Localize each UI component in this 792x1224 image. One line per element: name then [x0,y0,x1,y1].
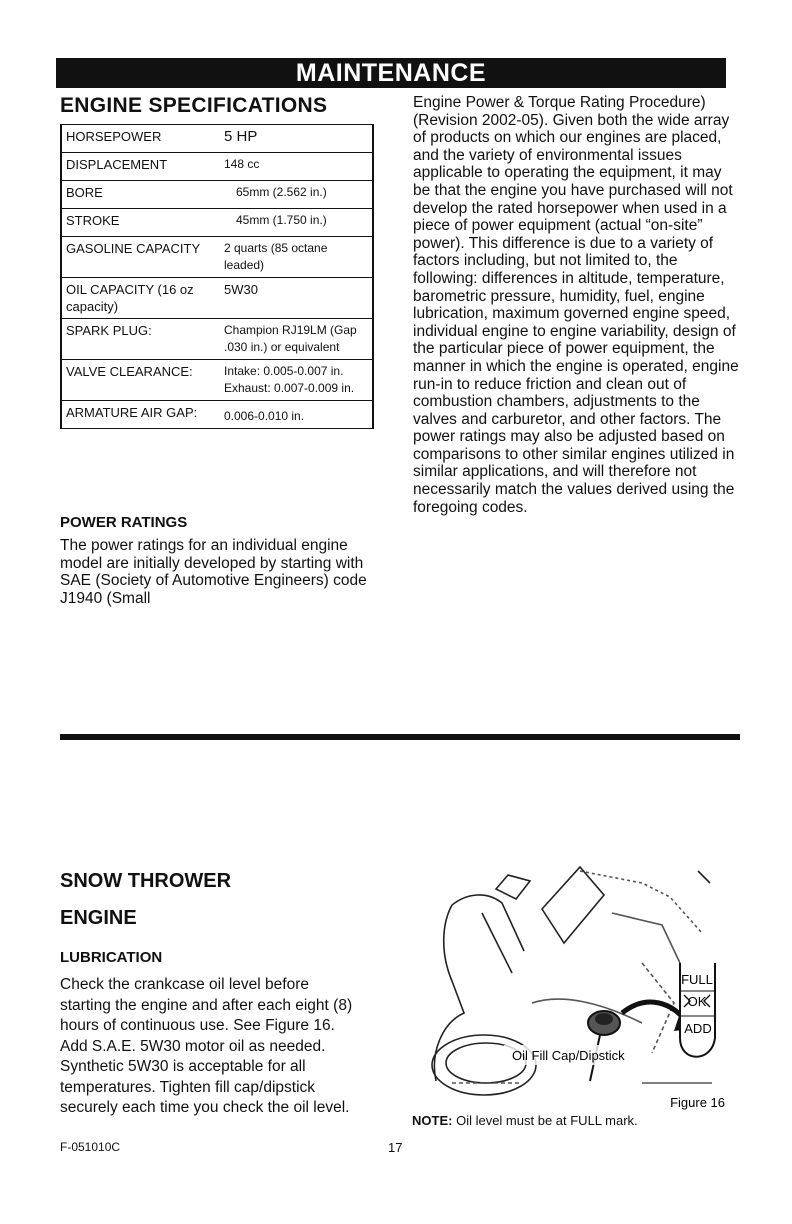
document-code: F-051010C [60,1140,121,1154]
section-banner: MAINTENANCE [56,58,726,88]
page-number: 17 [388,1140,403,1155]
spec-value: Champion RJ19LM (Gap .030 in.) or equivalent [220,319,373,360]
note-text: Oil level must be at FULL mark. [456,1113,638,1128]
section-divider [60,734,740,740]
table-row [61,181,373,209]
spec-value: 5W30 [220,278,373,319]
gauge-add-label: ADD [684,1021,712,1036]
spec-label: OIL CAPACITY (16 oz capacity) [61,278,220,319]
spec-label: BORE [61,181,220,209]
spec-value: 45mm (1.750 in.) [220,209,373,237]
engine-specs-heading: ENGINE SPECIFICATIONS [60,94,328,117]
gauge-ok-label: OK [687,994,707,1009]
lubrication-text: Check the crankcase oil level before starting the engine and after each eight (8) hours of continuous use. See Figure 16. Add S.A.E. 5W30 motor oil as needed. Synthetic 5W30 is acceptable for all temperatures. Tighten fill cap/dipstick securely each time you check the oil level. [60,976,353,1116]
spec-label: ARMATURE AIR GAP: [61,401,220,429]
engine-specs-table [60,124,374,429]
table-row [61,360,373,401]
spec-value: 148 cc [220,153,373,181]
engine-heading: ENGINE [60,907,137,929]
table-row [61,125,373,153]
lubrication-heading: LUBRICATION [60,949,163,966]
spec-label: GASOLINE CAPACITY [61,237,220,278]
power-ratings-text-left: The power ratings for an individual engine model are initially developed by starting with SAE (Society of Automotive Engineers) code J1940 (Small [60,537,367,607]
dipstick-callout: Oil Fill Cap/Dipstick [512,1048,625,1063]
spec-value: 2 quarts (85 octane leaded) [220,237,373,278]
table-row [61,319,373,360]
gauge-full-label: FULL [681,972,713,987]
power-ratings-heading: POWER RATINGS [60,514,188,531]
table-row [61,209,373,237]
table-row [61,237,373,278]
oil-level-note [412,1113,638,1128]
spec-label: VALVE CLEARANCE: [61,360,220,401]
oil-fill-figure [412,853,732,1115]
figure-caption: Figure 16 [670,1095,725,1110]
spec-label: SPARK PLUG: [61,319,220,360]
note-label: NOTE: [412,1113,453,1128]
snow-thrower-heading: SNOW THROWER [60,870,232,892]
spec-value: 0.006-0.010 in. [220,401,373,429]
table-row [61,278,373,319]
spec-value: Intake: 0.005-0.007 in. Exhaust: 0.007-0.009 in. [220,360,373,401]
power-ratings-text-right: Engine Power & Torque Rating Procedure) (Revision 2002-05). Given both the wide array of products on which our engines are placed, and the variety of environmental issues applicable to operating the equipment, it may be that the engine you have purchased will not develop the rated horsepower when used in a piece of power equipment (actual “on-site” power). This difference is due to a variety of factors including, but not limited to, the following: differences in altitude, temperature, barometric pressure, humidity, fuel, engine lubrication, maximum governed engine speed, individual engine to engine variability, design of the particular piece of power equipment, the manner in which the engine is operated, engine run-in to reduce friction and clean out of combustion chambers, adjustments to the valves and carburetor, and other factors. The power ratings may also be adjusted based on comparisons to other similar engines utilized in similar applications, and will therefore not necessarily match the values derived using the foregoing codes. [413,94,739,516]
spec-value: 5 HP [220,125,373,153]
spec-label: DISPLACEMENT [61,153,220,181]
spec-value: 65mm (2.562 in.) [220,181,373,209]
spec-label: HORSEPOWER [61,125,220,153]
table-row [61,153,373,181]
spec-label: STROKE [61,209,220,237]
table-row [61,401,373,429]
